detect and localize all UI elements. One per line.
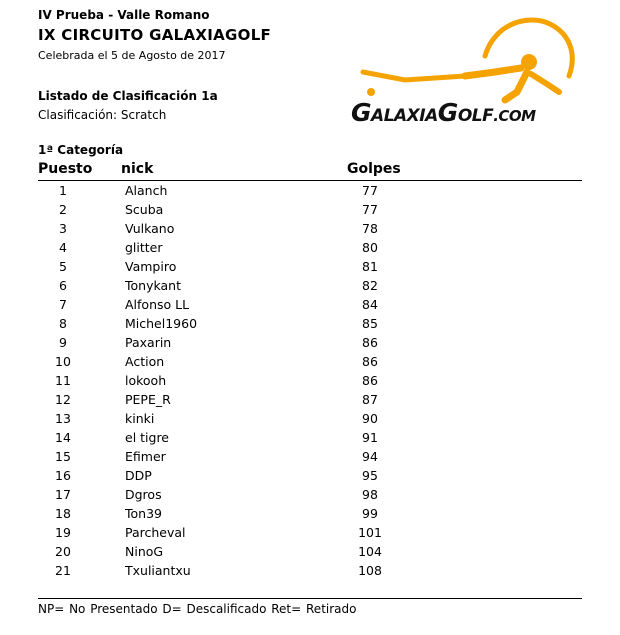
table-row — [0, 371, 620, 390]
position-cell: 21 — [55, 563, 71, 578]
table-row — [0, 333, 620, 352]
nick-cell: PEPE_R — [125, 392, 171, 407]
galaxiagolf-logo — [345, 14, 605, 134]
table-row — [0, 485, 620, 504]
position-cell: 2 — [59, 202, 67, 217]
table-row — [0, 447, 620, 466]
event-date: Celebrada el 5 de Agosto de 2017 — [38, 49, 226, 62]
table-row — [0, 352, 620, 371]
table-row — [0, 504, 620, 523]
position-cell: 13 — [55, 411, 71, 426]
position-cell: 10 — [55, 354, 71, 369]
position-cell: 7 — [59, 297, 67, 312]
strokes-cell: 86 — [362, 373, 378, 388]
table-row — [0, 257, 620, 276]
position-cell: 8 — [59, 316, 67, 331]
strokes-cell: 85 — [362, 316, 378, 331]
table-row — [0, 181, 620, 200]
footer-divider — [38, 598, 582, 599]
table-row — [0, 390, 620, 409]
table-row — [0, 561, 620, 580]
strokes-cell: 78 — [362, 221, 378, 236]
nick-cell: lokooh — [125, 373, 167, 388]
table-row — [0, 295, 620, 314]
strokes-cell: 81 — [362, 259, 378, 274]
nick-cell: Tonykant — [125, 278, 181, 293]
position-cell: 16 — [55, 468, 71, 483]
position-cell: 9 — [59, 335, 67, 350]
nick-cell: Efimer — [125, 449, 166, 464]
nick-cell: glitter — [125, 240, 163, 255]
position-cell: 5 — [59, 259, 67, 274]
nick-cell: Vampiro — [125, 259, 177, 274]
strokes-cell: 86 — [362, 354, 378, 369]
position-cell: 4 — [59, 240, 67, 255]
strokes-cell: 101 — [358, 525, 382, 540]
nick-cell: Txuliantxu — [125, 563, 191, 578]
strokes-cell: 77 — [362, 183, 378, 198]
position-cell: 19 — [55, 525, 71, 540]
position-cell: 15 — [55, 449, 71, 464]
nick-cell: el tigre — [125, 430, 170, 445]
table-row — [0, 314, 620, 333]
nick-cell: Dgros — [125, 487, 162, 502]
position-cell: 11 — [55, 373, 71, 388]
strokes-cell: 108 — [358, 563, 382, 578]
position-cell: 6 — [59, 278, 67, 293]
strokes-cell: 80 — [362, 240, 378, 255]
nick-cell: Vulkano — [125, 221, 175, 236]
circuit-title: IX CIRCUITO GALAXIAGOLF — [38, 26, 272, 44]
table-row — [0, 200, 620, 219]
position-cell: 20 — [55, 544, 71, 559]
category-title: 1ª Categoría — [38, 143, 124, 157]
table-row — [0, 428, 620, 447]
nick-cell: Alanch — [125, 183, 168, 198]
table-row — [0, 238, 620, 257]
legend-text: NP= No Presentado D= Descalificado Ret= Retirado — [38, 602, 357, 616]
table-row — [0, 542, 620, 561]
position-cell: 17 — [55, 487, 71, 502]
nick-cell: Ton39 — [125, 506, 162, 521]
strokes-cell: 94 — [362, 449, 378, 464]
position-cell: 18 — [55, 506, 71, 521]
position-cell: 1 — [59, 183, 67, 198]
nick-cell: kinki — [125, 411, 155, 426]
nick-cell: Paxarin — [125, 335, 172, 350]
position-cell: 12 — [55, 392, 71, 407]
strokes-cell: 95 — [362, 468, 378, 483]
nick-cell: Michel1960 — [125, 316, 198, 331]
nick-cell: Scuba — [125, 202, 164, 217]
position-cell: 14 — [55, 430, 71, 445]
strokes-cell: 91 — [362, 430, 378, 445]
strokes-cell: 82 — [362, 278, 378, 293]
strokes-cell: 84 — [362, 297, 378, 312]
strokes-cell: 90 — [362, 411, 378, 426]
nick-cell: Action — [125, 354, 165, 369]
column-header-strokes: Golpes — [347, 161, 401, 177]
nick-cell: Parcheval — [125, 525, 186, 540]
strokes-cell: 87 — [362, 392, 378, 407]
event-title: IV Prueba - Valle Romano — [38, 8, 210, 22]
table-row — [0, 409, 620, 428]
table-row — [0, 523, 620, 542]
table-row — [0, 219, 620, 238]
nick-cell: NinoG — [125, 544, 164, 559]
listing-title: Listado de Clasificación 1a — [38, 89, 218, 103]
strokes-cell: 104 — [358, 544, 382, 559]
nick-cell: DDP — [125, 468, 152, 483]
column-header-nick: nick — [121, 161, 154, 177]
classification-table — [0, 181, 620, 580]
strokes-cell: 86 — [362, 335, 378, 350]
strokes-cell: 77 — [362, 202, 378, 217]
column-header-position: Puesto — [38, 161, 93, 177]
position-cell: 3 — [59, 221, 67, 236]
logo-wordmark: GALAXIAGOLF.COM — [351, 98, 536, 127]
classification-type: Clasificación: Scratch — [38, 108, 167, 122]
table-row — [0, 466, 620, 485]
nick-cell: Alfonso LL — [125, 297, 190, 312]
table-row — [0, 276, 620, 295]
strokes-cell: 98 — [362, 487, 378, 502]
strokes-cell: 99 — [362, 506, 378, 521]
